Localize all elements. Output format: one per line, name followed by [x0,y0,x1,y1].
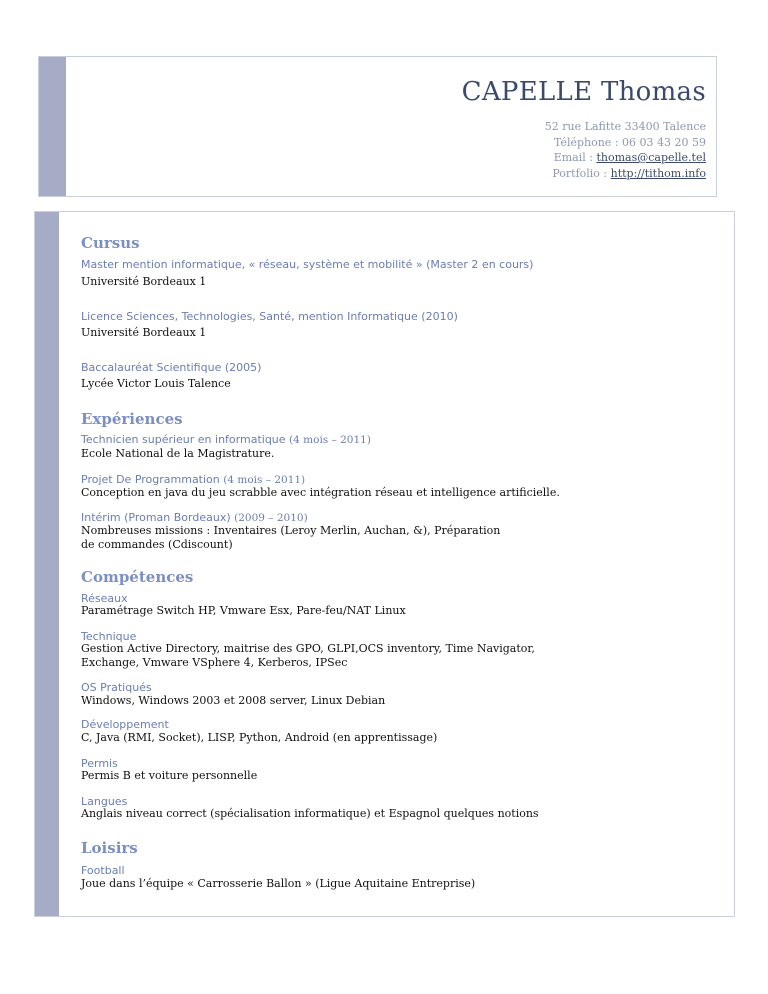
item-label: Master mention informatique, « réseau, système et mobilité » [81,258,427,271]
hobby-item-title: Football [81,864,125,877]
item-label: Projet De Programmation [81,473,224,486]
cursus-item-text: Lycée Victor Louis Talence [81,377,231,390]
skill-item-title: Réseaux [81,592,128,605]
section-title-loisirs: Loisirs [81,839,138,857]
skill-item-text: Paramétrage Switch HP, Vmware Esx, Pare-feu/NAT Linux [81,604,406,617]
cursus-item-text: Université Bordeaux 1 [81,326,207,339]
section-title-cursus: Cursus [81,234,140,252]
header-box [38,56,717,197]
candidate-name: CAPELLE Thomas [461,77,706,107]
main-box [34,211,735,917]
item-label: Technicien supérieur en informatique [81,433,290,446]
item-period: (Master 2 en cours) [426,258,534,271]
email-line [545,150,706,166]
item-label: Intérim (Proman Bordeaux) [81,511,235,524]
email-label: Email : [553,151,597,164]
experience-item-title [81,433,371,446]
skill-item-text: Anglais niveau correct (spécialisation informatique) et Espagnol quelques notions [81,807,539,820]
skill-item-text: C, Java (RMI, Socket), LISP, Python, Android (en apprentissage) [81,731,438,744]
experience-item-text: de commandes (Cdiscount) [81,538,233,551]
portfolio-link[interactable]: http://tithom.info [610,166,706,180]
skill-item-title: Permis [81,757,118,770]
address: 52 rue Lafitte 33400 Talence [544,120,706,133]
item-period: (4 mois – 2011) [289,434,371,446]
experience-item-text: Conception en java du jeu scrabble avec intégration réseau et intelligence artificielle. [81,486,560,499]
cursus-item-title [81,258,533,271]
skill-item-title: Langues [81,795,128,808]
skill-item-text: Exchange, Vmware VSphere 4, Kerberos, IPSec [81,656,348,669]
item-period: (2010) [421,310,458,323]
skill-item-title: Technique [81,630,137,643]
cursus-item-title [81,310,458,323]
hobby-item-text: Joue dans l’équipe « Carrosserie Ballon » (Ligue Aquitaine Entreprise) [81,877,476,890]
section-title-experiences: Expériences [81,410,183,428]
skill-item-text: Gestion Active Directory, maitrise des GPO, GLPI,OCS inventory, Time Navigator, [81,642,535,655]
skill-item-title: Développement [81,718,169,731]
item-period: (2005) [224,361,262,374]
portfolio-line [545,166,706,182]
experience-item-title [81,473,305,486]
section-title-competences: Compétences [81,568,194,586]
header-accent-bar [39,57,66,196]
item-period: (4 mois – 2011) [223,474,306,486]
skill-item-text: Permis B et voiture personnelle [81,769,258,782]
portfolio-label: Portfolio : [552,166,611,180]
experience-item-title [81,511,308,524]
item-label: Baccalauréat Scientifique [81,361,225,374]
experience-item-text: Ecole National de la Magistrature. [81,447,275,460]
item-label: Licence Sciences, Technologies, Santé, mention Informatique [81,310,422,323]
contact-info [545,119,706,181]
email-link[interactable]: thomas@capelle.tel [596,151,706,164]
cursus-item-title [81,361,261,374]
cursus-item-text: Université Bordeaux 1 [81,275,207,288]
skill-item-title: OS Pratiqués [81,681,152,694]
skill-item-text: Windows, Windows 2003 et 2008 server, Linux Debian [81,694,386,707]
experience-item-text: Nombreuses missions : Inventaires (Leroy Merlin, Auchan, &), Préparation [81,524,501,537]
phone: Téléphone : 06 03 43 20 59 [553,135,706,149]
item-period: (2009 – 2010) [234,512,308,524]
main-accent-bar [35,212,59,916]
